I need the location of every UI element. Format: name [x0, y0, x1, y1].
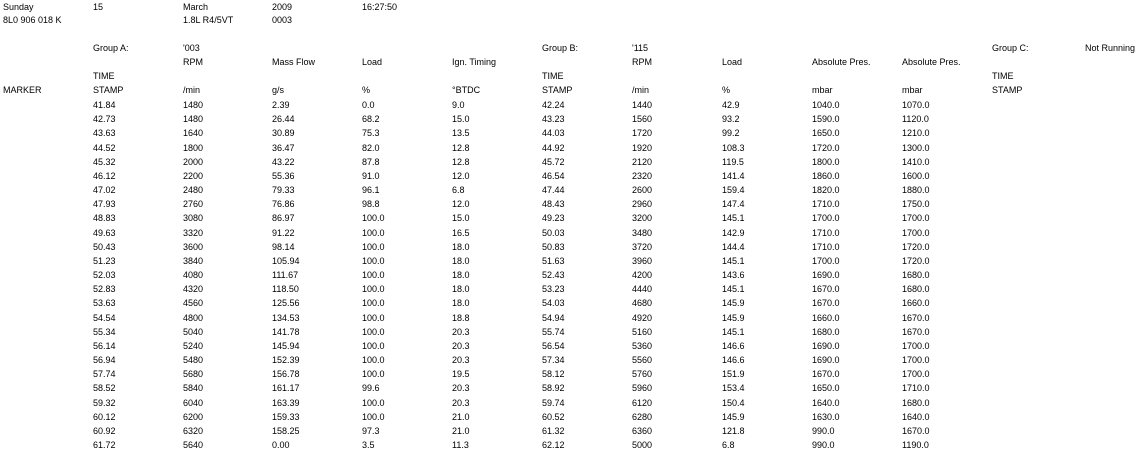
cell-a-load: 100.0 [362, 313, 385, 323]
cell-b-time-stamp: 51.63 [542, 256, 565, 266]
cell-a-load: 100.0 [362, 256, 385, 266]
cell-a-mass-flow: 158.25 [272, 426, 300, 436]
cell-a-rpm: 1480 [183, 114, 204, 124]
cell-a-rpm: 5480 [183, 355, 204, 365]
cell-a-ign-timing: 19.5 [452, 369, 470, 379]
cell-a-ign-timing: 12.0 [452, 171, 470, 181]
cell-b-abs-pres-1: 990.0 [812, 426, 835, 436]
cell-a-rpm: 4560 [183, 298, 204, 308]
cell-b-load: 159.4 [722, 185, 745, 195]
cell-a-mass-flow: 163.39 [272, 398, 300, 408]
cell-b-time-stamp: 58.12 [542, 369, 565, 379]
cell-b-rpm: 5160 [632, 327, 653, 337]
cell-a-mass-flow: 79.33 [272, 185, 295, 195]
cell-a-time-stamp: 61.72 [93, 440, 116, 450]
cell-b-time-stamp: 54.03 [542, 298, 565, 308]
cell-a-mass-flow: 43.22 [272, 157, 295, 167]
cell-b-rpm: 6360 [632, 426, 653, 436]
cell-a-rpm: 1480 [183, 100, 204, 110]
cell-a-load: 96.1 [362, 185, 380, 195]
cell-b-load: 145.1 [722, 213, 745, 223]
cell-b-rpm: 6120 [632, 398, 653, 408]
cell-b-abs-pres-1: 990.0 [812, 440, 835, 450]
cell-a-rpm: 1640 [183, 128, 204, 138]
cell-b-abs-pres-1: 1660.0 [812, 313, 840, 323]
cell-a-mass-flow: 30.89 [272, 128, 295, 138]
cell-b-load: 42.9 [722, 100, 740, 110]
cell-b-abs-pres-1: 1040.0 [812, 100, 840, 110]
cell-a-rpm: 4320 [183, 284, 204, 294]
cell-b-rpm: 1920 [632, 143, 653, 153]
cell-a-mass-flow: 141.78 [272, 327, 300, 337]
header-c-stamp: STAMP [992, 85, 1023, 95]
cell-b-abs-pres-1: 1860.0 [812, 171, 840, 181]
cell-a-ign-timing: 20.3 [452, 398, 470, 408]
cell-a-ign-timing: 21.0 [452, 412, 470, 422]
header-b-abs-pres-2: Absolute Pres. [902, 57, 961, 67]
engine-cell: 1.8L R4/5VT [183, 15, 234, 25]
cell-a-ign-timing: 20.3 [452, 383, 470, 393]
cell-b-load: 143.6 [722, 270, 745, 280]
cell-a-load: 3.5 [362, 440, 375, 450]
cell-a-ign-timing: 18.0 [452, 284, 470, 294]
cell-b-time-stamp: 58.92 [542, 383, 565, 393]
cell-b-abs-pres-2: 1120.0 [902, 114, 929, 124]
cell-a-ign-timing: 18.0 [452, 242, 470, 252]
header-b-load: Load [722, 57, 743, 67]
cell-b-abs-pres-1: 1690.0 [812, 270, 840, 280]
header-a-stamp: STAMP [93, 85, 124, 95]
cell-b-time-stamp: 44.03 [542, 128, 565, 138]
cell-a-time-stamp: 57.74 [93, 369, 116, 379]
cell-b-abs-pres-2: 1670.0 [902, 313, 930, 323]
cell-a-ign-timing: 20.3 [452, 327, 470, 337]
cell-a-load: 100.0 [362, 298, 385, 308]
cell-b-load: 145.9 [722, 298, 745, 308]
cell-a-ign-timing: 21.0 [452, 426, 470, 436]
header-a-mass-flow: Mass Flow [272, 57, 316, 67]
cell-b-time-stamp: 42.24 [542, 100, 565, 110]
cell-b-rpm: 2120 [632, 157, 653, 167]
cell-b-abs-pres-2: 1680.0 [902, 270, 930, 280]
cell-a-rpm: 5040 [183, 327, 204, 337]
cell-b-load: 146.6 [722, 355, 745, 365]
cell-b-load: 145.9 [722, 412, 745, 422]
cell-a-ign-timing: 15.0 [452, 213, 470, 223]
cell-b-abs-pres-2: 1750.0 [902, 199, 930, 209]
cell-b-time-stamp: 55.74 [542, 327, 565, 337]
cell-a-time-stamp: 45.32 [93, 157, 116, 167]
cell-a-time-stamp: 50.43 [93, 242, 116, 252]
cell-a-rpm: 2200 [183, 171, 204, 181]
cell-b-time-stamp: 54.94 [542, 313, 565, 323]
cell-b-abs-pres-1: 1670.0 [812, 298, 840, 308]
cell-a-time-stamp: 58.52 [93, 383, 116, 393]
cell-b-rpm: 6280 [632, 412, 653, 422]
unit-a-ign-timing: °BTDC [452, 85, 481, 95]
cell-b-abs-pres-2: 1070.0 [902, 100, 930, 110]
cell-b-load: 153.4 [722, 383, 745, 393]
cell-a-rpm: 5240 [183, 341, 204, 351]
cell-a-ign-timing: 13.5 [452, 128, 470, 138]
cell-a-load: 0.0 [362, 100, 375, 110]
cell-b-abs-pres-2: 1410.0 [902, 157, 930, 167]
cell-a-time-stamp: 41.84 [93, 100, 116, 110]
cell-a-ign-timing: 20.3 [452, 355, 470, 365]
cell-b-rpm: 3480 [632, 228, 653, 238]
cell-a-time-stamp: 48.83 [93, 213, 116, 223]
cell-a-ign-timing: 9.0 [452, 100, 465, 110]
cell-b-load: 93.2 [722, 114, 740, 124]
cell-b-time-stamp: 46.54 [542, 171, 565, 181]
cell-b-load: 145.1 [722, 284, 745, 294]
cell-b-time-stamp: 52.43 [542, 270, 565, 280]
cell-b-abs-pres-1: 1690.0 [812, 355, 840, 365]
cell-b-load: 145.9 [722, 313, 745, 323]
cell-b-load: 146.6 [722, 341, 745, 351]
cell-a-mass-flow: 98.14 [272, 242, 295, 252]
cell-b-time-stamp: 62.12 [542, 440, 565, 450]
cell-a-load: 100.0 [362, 355, 385, 365]
cell-b-abs-pres-1: 1630.0 [812, 412, 840, 422]
cell-b-abs-pres-2: 1700.0 [902, 228, 930, 238]
header-a-rpm: RPM [183, 57, 203, 67]
cell-b-load: 108.3 [722, 143, 745, 153]
cell-a-load: 75.3 [362, 128, 380, 138]
cell-a-rpm: 2480 [183, 185, 204, 195]
cell-a-mass-flow: 105.94 [272, 256, 300, 266]
cell-a-time-stamp: 46.12 [93, 171, 116, 181]
cell-b-load: 145.1 [722, 327, 745, 337]
cell-b-rpm: 4920 [632, 313, 653, 323]
cell-a-load: 100.0 [362, 270, 385, 280]
cell-b-rpm: 3960 [632, 256, 653, 266]
cell-b-rpm: 2600 [632, 185, 653, 195]
header-b-rpm: RPM [632, 57, 652, 67]
cell-a-rpm: 3080 [183, 213, 204, 223]
cell-a-rpm: 1800 [183, 143, 204, 153]
header-a-load: Load [362, 57, 383, 67]
unit-a-mass-flow: g/s [272, 85, 285, 95]
cell-b-abs-pres-1: 1820.0 [812, 185, 840, 195]
cell-a-load: 99.6 [362, 383, 380, 393]
cell-b-abs-pres-2: 1670.0 [902, 426, 930, 436]
header-b-time: TIME [542, 71, 564, 81]
cell-b-rpm: 1440 [632, 100, 653, 110]
group-c-label: Group C: [992, 43, 1029, 53]
header-a-ign-timing: Ign. Timing [452, 57, 497, 67]
cell-a-time-stamp: 60.12 [93, 412, 116, 422]
cell-a-mass-flow: 36.47 [272, 143, 295, 153]
group-b-label: Group B: [542, 43, 579, 53]
cell-b-load: 99.2 [722, 128, 740, 138]
cell-b-abs-pres-2: 1670.0 [902, 327, 930, 337]
cell-b-abs-pres-2: 1190.0 [902, 440, 929, 450]
cell-a-load: 98.8 [362, 199, 380, 209]
cell-a-load: 68.2 [362, 114, 380, 124]
cell-b-load: 142.9 [722, 228, 745, 238]
cell-b-rpm: 5760 [632, 369, 653, 379]
cell-b-abs-pres-2: 1210.0 [902, 128, 930, 138]
cell-b-time-stamp: 61.32 [542, 426, 565, 436]
cell-b-abs-pres-2: 1680.0 [902, 284, 930, 294]
cell-a-load: 87.8 [362, 157, 380, 167]
cell-b-abs-pres-2: 1720.0 [902, 242, 930, 252]
cell-a-load: 100.0 [362, 228, 385, 238]
cell-b-time-stamp: 50.83 [542, 242, 565, 252]
cell-b-abs-pres-2: 1700.0 [902, 341, 930, 351]
cell-a-ign-timing: 12.0 [452, 199, 470, 209]
cell-a-time-stamp: 55.34 [93, 327, 116, 337]
cell-a-time-stamp: 53.63 [93, 298, 116, 308]
cell-b-time-stamp: 50.03 [542, 228, 565, 238]
cell-b-rpm: 4680 [632, 298, 653, 308]
cell-a-mass-flow: 156.78 [272, 369, 300, 379]
header-c-time: TIME [992, 71, 1014, 81]
cell-b-rpm: 2960 [632, 199, 653, 209]
cell-b-abs-pres-2: 1720.0 [902, 256, 930, 266]
cell-a-mass-flow: 161.17 [272, 383, 300, 393]
cell-b-time-stamp: 53.23 [542, 284, 565, 294]
cell-b-abs-pres-2: 1700.0 [902, 355, 930, 365]
cell-b-time-stamp: 44.92 [542, 143, 565, 153]
cell-b-abs-pres-1: 1650.0 [812, 383, 840, 393]
day-cell: Sunday [3, 2, 34, 12]
cell-b-abs-pres-1: 1690.0 [812, 341, 840, 351]
group-a-value: '003 [183, 43, 200, 53]
cell-b-rpm: 5960 [632, 383, 653, 393]
cell-a-ign-timing: 18.0 [452, 256, 470, 266]
cell-b-rpm: 1720 [632, 128, 653, 138]
unit-b-abs-pres-2: mbar [902, 85, 923, 95]
cell-b-abs-pres-2: 1600.0 [902, 171, 930, 181]
cell-a-time-stamp: 51.23 [93, 256, 116, 266]
cell-a-load: 100.0 [362, 213, 385, 223]
cell-a-time-stamp: 49.63 [93, 228, 116, 238]
time-cell: 16:27:50 [362, 2, 398, 12]
cell-b-time-stamp: 47.44 [542, 185, 565, 195]
cell-b-load: 147.4 [722, 199, 745, 209]
cell-a-time-stamp: 43.63 [93, 128, 116, 138]
month-cell: March [183, 2, 209, 12]
cell-a-rpm: 5640 [183, 440, 204, 450]
cell-a-ign-timing: 12.8 [452, 157, 470, 167]
cell-a-load: 100.0 [362, 369, 385, 379]
cell-a-load: 100.0 [362, 327, 385, 337]
cell-b-abs-pres-2: 1700.0 [902, 369, 930, 379]
cell-a-rpm: 3600 [183, 242, 204, 252]
cell-a-ign-timing: 15.0 [452, 114, 470, 124]
cell-b-load: 144.4 [722, 242, 745, 252]
cell-a-load: 97.3 [362, 426, 380, 436]
cell-a-mass-flow: 152.39 [272, 355, 300, 365]
cell-a-time-stamp: 47.93 [93, 199, 116, 209]
cell-b-load: 145.1 [722, 256, 745, 266]
cell-b-rpm: 4200 [632, 270, 653, 280]
cell-b-abs-pres-1: 1700.0 [812, 213, 840, 223]
cell-a-mass-flow: 111.67 [272, 270, 299, 280]
cell-a-ign-timing: 18.0 [452, 298, 470, 308]
header-b-abs-pres-1: Absolute Pres. [812, 57, 871, 67]
cell-a-mass-flow: 91.22 [272, 228, 295, 238]
cell-a-time-stamp: 52.83 [93, 284, 116, 294]
cell-b-abs-pres-1: 1590.0 [812, 114, 840, 124]
cell-a-mass-flow: 86.97 [272, 213, 295, 223]
cell-a-time-stamp: 60.92 [93, 426, 116, 436]
cell-a-mass-flow: 134.53 [272, 313, 300, 323]
group-b-value: '115 [632, 43, 649, 53]
cell-a-load: 100.0 [362, 412, 385, 422]
cell-b-abs-pres-1: 1800.0 [812, 157, 840, 167]
cell-b-load: 150.4 [722, 398, 745, 408]
cell-a-rpm: 5680 [183, 369, 204, 379]
cell-a-load: 100.0 [362, 398, 385, 408]
cell-a-mass-flow: 76.86 [272, 199, 295, 209]
cell-b-load: 151.9 [722, 369, 745, 379]
cell-a-rpm: 4080 [183, 270, 204, 280]
cell-b-abs-pres-2: 1640.0 [902, 412, 930, 422]
cell-b-time-stamp: 56.54 [542, 341, 565, 351]
cell-b-abs-pres-1: 1670.0 [812, 284, 840, 294]
header-b-stamp: STAMP [542, 85, 573, 95]
cell-b-abs-pres-2: 1710.0 [902, 383, 930, 393]
part-number-cell: 8L0 906 018 K [3, 15, 62, 25]
cell-b-abs-pres-2: 1700.0 [902, 213, 930, 223]
cell-a-time-stamp: 54.54 [93, 313, 116, 323]
cell-a-ign-timing: 18.8 [452, 313, 470, 323]
cell-b-abs-pres-1: 1650.0 [812, 128, 840, 138]
cell-a-ign-timing: 11.3 [452, 440, 469, 450]
cell-b-abs-pres-1: 1680.0 [812, 327, 840, 337]
cell-a-rpm: 5840 [183, 383, 204, 393]
cell-b-abs-pres-2: 1300.0 [902, 143, 930, 153]
cell-a-load: 100.0 [362, 284, 385, 294]
cell-a-load: 91.0 [362, 171, 380, 181]
cell-b-load: 141.4 [722, 171, 745, 181]
cell-b-rpm: 5000 [632, 440, 653, 450]
cell-b-time-stamp: 59.74 [542, 398, 565, 408]
cell-a-rpm: 2000 [183, 157, 204, 167]
cell-b-time-stamp: 48.43 [542, 199, 565, 209]
cell-a-ign-timing: 6.8 [452, 185, 465, 195]
cell-a-time-stamp: 52.03 [93, 270, 116, 280]
unit-a-rpm: /min [183, 85, 201, 95]
cell-a-rpm: 3320 [183, 228, 204, 238]
cell-b-load: 119.5 [722, 157, 744, 167]
cell-b-rpm: 1560 [632, 114, 653, 124]
unit-b-abs-pres-1: mbar [812, 85, 833, 95]
cell-b-abs-pres-2: 1880.0 [902, 185, 930, 195]
cell-a-mass-flow: 159.33 [272, 412, 300, 422]
cell-b-abs-pres-1: 1700.0 [812, 256, 840, 266]
code-cell: 0003 [272, 15, 293, 25]
cell-b-abs-pres-1: 1720.0 [812, 143, 840, 153]
cell-b-time-stamp: 60.52 [542, 412, 565, 422]
cell-a-rpm: 6040 [183, 398, 204, 408]
date-cell: 15 [93, 2, 104, 12]
cell-b-rpm: 3200 [632, 213, 653, 223]
unit-a-load: % [362, 85, 371, 95]
cell-a-time-stamp: 56.94 [93, 355, 116, 365]
cell-a-load: 100.0 [362, 341, 385, 351]
marker-header: MARKER [3, 85, 42, 95]
cell-b-time-stamp: 45.72 [542, 157, 565, 167]
cell-a-load: 100.0 [362, 242, 385, 252]
cell-b-time-stamp: 43.23 [542, 114, 565, 124]
cell-a-time-stamp: 47.02 [93, 185, 116, 195]
cell-b-abs-pres-1: 1710.0 [812, 199, 840, 209]
cell-a-time-stamp: 59.32 [93, 398, 116, 408]
cell-a-rpm: 6320 [183, 426, 204, 436]
cell-b-rpm: 2320 [632, 171, 653, 181]
cell-a-rpm: 4800 [183, 313, 204, 323]
cell-b-abs-pres-1: 1710.0 [812, 242, 840, 252]
cell-b-abs-pres-1: 1670.0 [812, 369, 840, 379]
cell-a-mass-flow: 55.36 [272, 171, 295, 181]
cell-a-mass-flow: 125.56 [272, 298, 300, 308]
cell-b-abs-pres-2: 1660.0 [902, 298, 930, 308]
cell-a-rpm: 6200 [183, 412, 204, 422]
cell-a-rpm: 2760 [183, 199, 204, 209]
cell-b-load: 6.8 [722, 440, 735, 450]
cell-a-time-stamp: 56.14 [93, 341, 116, 351]
cell-a-time-stamp: 42.73 [93, 114, 116, 124]
cell-b-abs-pres-2: 1680.0 [902, 398, 930, 408]
cell-a-ign-timing: 12.8 [452, 143, 470, 153]
unit-b-rpm: /min [632, 85, 650, 95]
group-a-label: Group A: [93, 43, 129, 53]
cell-a-mass-flow: 0.00 [272, 440, 290, 450]
cell-a-ign-timing: 16.5 [452, 228, 470, 238]
year-cell: 2009 [272, 2, 293, 12]
cell-a-mass-flow: 118.50 [272, 284, 299, 294]
cell-a-rpm: 3840 [183, 256, 204, 266]
cell-b-rpm: 5560 [632, 355, 653, 365]
cell-b-rpm: 5360 [632, 341, 653, 351]
cell-a-mass-flow: 2.39 [272, 100, 290, 110]
unit-b-load: % [722, 85, 731, 95]
cell-b-abs-pres-1: 1710.0 [812, 228, 840, 238]
cell-a-mass-flow: 26.44 [272, 114, 295, 124]
cell-b-time-stamp: 57.34 [542, 355, 565, 365]
cell-a-load: 82.0 [362, 143, 380, 153]
cell-b-abs-pres-1: 1640.0 [812, 398, 840, 408]
header-a-time: TIME [93, 71, 115, 81]
cell-a-time-stamp: 44.52 [93, 143, 116, 153]
cell-a-ign-timing: 18.0 [452, 270, 470, 280]
cell-a-mass-flow: 145.94 [272, 341, 300, 351]
cell-b-rpm: 3720 [632, 242, 653, 252]
group-c-value: Not Running [1085, 43, 1136, 53]
cell-b-load: 121.8 [722, 426, 745, 436]
cell-b-rpm: 4440 [632, 284, 653, 294]
cell-b-time-stamp: 49.23 [542, 213, 565, 223]
cell-a-ign-timing: 20.3 [452, 341, 470, 351]
